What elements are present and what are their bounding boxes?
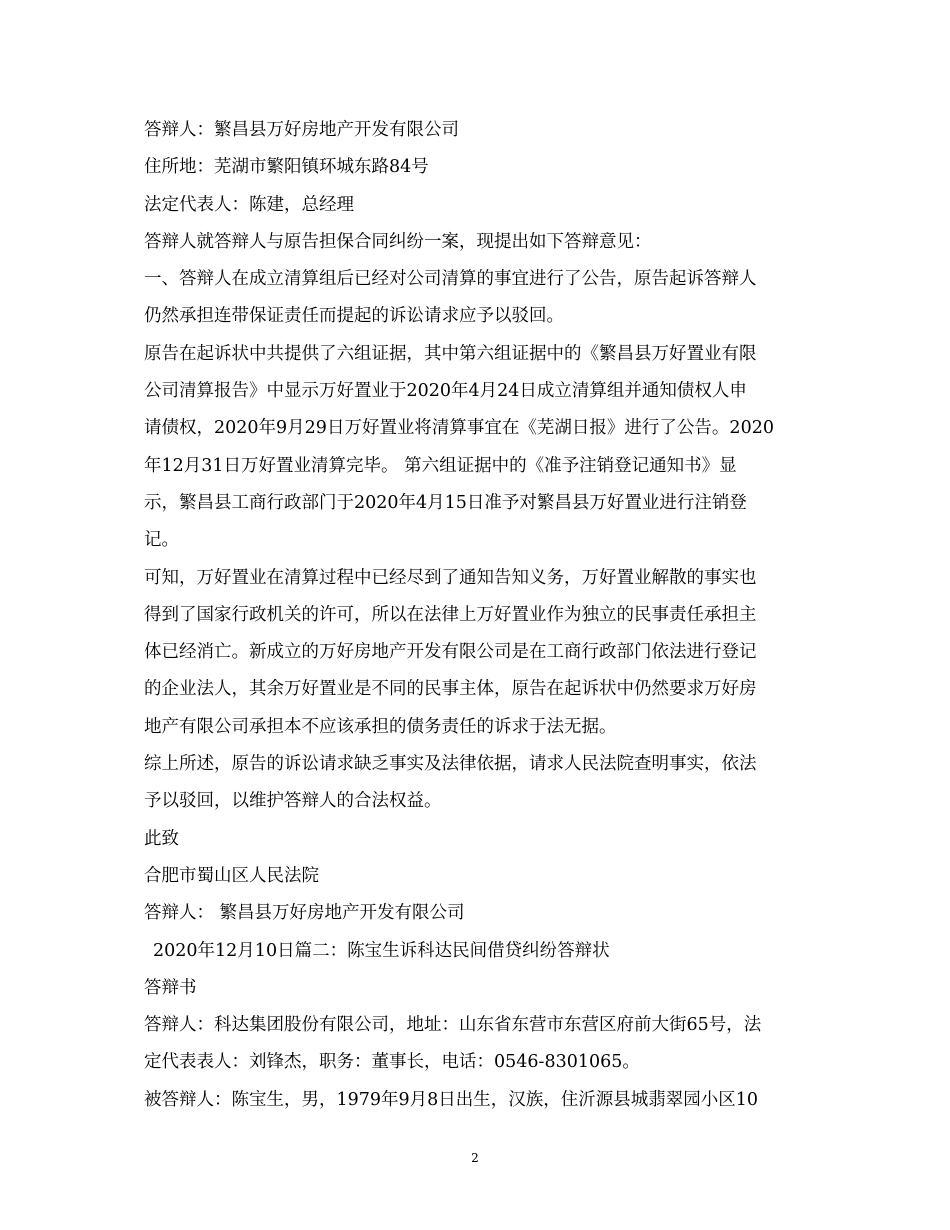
reasoning-paragraph-line-5: 地产有限公司承担本不应该承担的债务责任的诉求于法无据。 <box>144 716 617 737</box>
point-one-line-2: 仍然承担连带保证责任而提起的诉讼请求应予以驳回。 <box>144 306 564 327</box>
court-name: 合肥市蜀山区人民法院 <box>144 865 319 886</box>
reasoning-paragraph-line-4: 的企业法人，其余万好置业是不同的民事主体，原告在起诉状中仍然要求万好房 <box>144 679 757 700</box>
conclusion-line-1: 综上所述，原告的诉讼请求缺乏事实及法律依据，请求人民法院查明事实，依法 <box>144 754 757 775</box>
second-respondent-line-1: 答辩人：科达集团股份有限公司，地址：山东省东营市东营区府前大街65号，法 <box>144 1015 762 1036</box>
evidence-paragraph-line-4: 年12月31日万好置业清算完毕。 第六组证据中的《准予注销登记通知书》显 <box>144 455 737 476</box>
conclusion-line-2: 予以驳回，以维护答辩人的合法权益。 <box>144 791 442 812</box>
reasoning-paragraph-line-2: 得到了国家行政机关的许可，所以在法律上万好置业作为独立的民事责任承担主 <box>144 604 757 625</box>
evidence-paragraph-line-3: 请债权，2020年9月29日万好置业将清算事宜在《芜湖日报》进行了公告。2020 <box>144 418 774 439</box>
section-title: 答辩书 <box>144 977 197 998</box>
evidence-paragraph-line-2: 公司清算报告》中显示万好置业于2020年4月24日成立清算组并通知债权人申 <box>144 381 747 402</box>
page-number: 2 <box>471 1151 479 1165</box>
reasoning-paragraph-line-3: 体已经消亡。新成立的万好房地产开发有限公司是在工商行政部门依法进行登记 <box>144 642 757 663</box>
respondent-line: 答辩人：繁昌县万好房地产开发有限公司 <box>144 120 459 140</box>
salutation: 此致 <box>144 828 179 849</box>
reasoning-paragraph-line-1: 可知，万好置业在清算过程中已经尽到了通知告知义务，万好置业解散的事实也 <box>144 567 757 588</box>
date-and-next-title: 2020年12月10日篇二：陈宝生诉科达民间借贷纠纷答辩状 <box>153 940 610 961</box>
point-one-line-1: 一、答辩人在成立清算组后已经对公司清算的事宜进行了公告，原告起诉答辩人 <box>144 269 757 290</box>
address-line: 住所地：芜湖市繁阳镇环城东路84号 <box>144 157 429 178</box>
legal-representative-line: 法定代表人：陈建，总经理 <box>144 194 354 215</box>
document-body <box>144 112 808 1119</box>
evidence-paragraph-line-5: 示，繁昌县工商行政部门于2020年4月15日准予对繁昌县万好置业进行注销登 <box>144 492 747 513</box>
second-respondent-line-2: 定代表表人：刘锋杰，职务：董事长，电话：0546-8301065。 <box>144 1052 640 1073</box>
signature-respondent: 答辩人： 繁昌县万好房地产开发有限公司 <box>144 903 465 924</box>
evidence-paragraph-line-1: 原告在起诉状中共提供了六组证据，其中第六组证据中的《繁昌县万好置业有限 <box>144 343 757 364</box>
evidence-paragraph-line-6: 记。 <box>144 530 179 551</box>
intro-paragraph: 答辩人就答辩人与原告担保合同纠纷一案，现提出如下答辩意见： <box>144 231 652 252</box>
defendant-line: 被答辩人：陈宝生，男，1979年9月8日出生，汉族，住沂源县城翡翠园小区10 <box>144 1089 759 1110</box>
